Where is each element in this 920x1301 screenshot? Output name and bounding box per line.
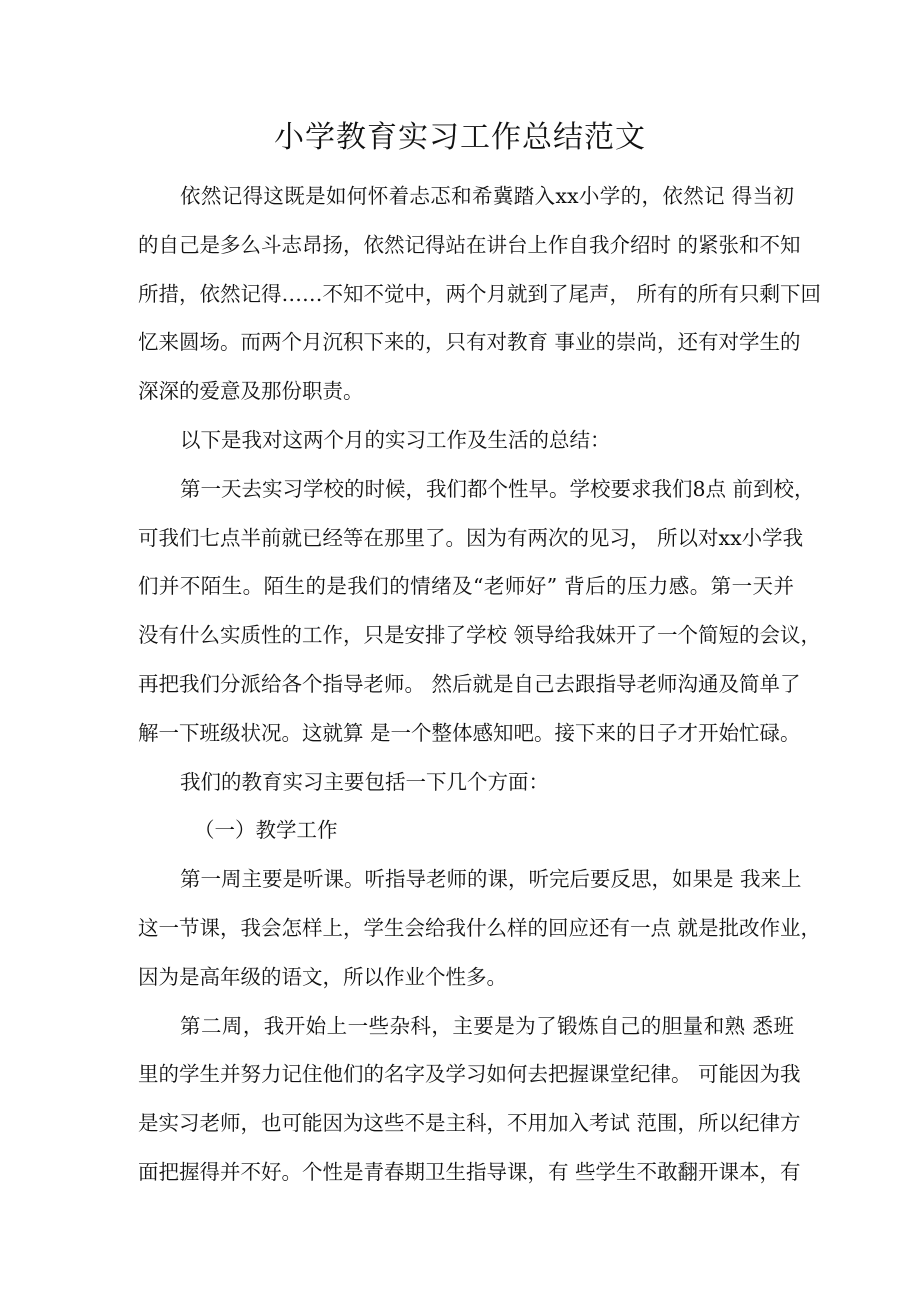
- text-line: 所措，依然记得……不知不觉中，两个月就到了尾声， 所有的所有只剩下回: [138, 281, 822, 306]
- text-line: 解一下班级状况。这就算 是一个整体感知吧。接下来的日子才开始忙碌。: [138, 720, 801, 745]
- document-body: [138, 172, 822, 1197]
- text-line: 依然记得这既是如何怀着忐忑和希冀踏入xx小学的，依然记 得当初: [180, 184, 794, 208]
- paragraph-1: [138, 172, 822, 416]
- section-heading: （一）教学工作: [194, 818, 338, 843]
- text-line: 可我们七点半前就已经等在那里了。因为有两次的见习， 所以对xx小学我: [138, 525, 804, 550]
- text-line: 们并不陌生。陌生的是我们的情绪及“老师好” 背后的压力感。第一天并: [138, 574, 794, 599]
- paragraph-4: [138, 758, 794, 807]
- text-line: 这一节课，我会怎样上，学生会给我什么样的回应还有一点 就是批改作业，: [138, 915, 822, 940]
- paragraph-6: [138, 1002, 801, 1197]
- text-line: 因为是高年级的语文，所以作业个性多。: [138, 964, 507, 989]
- text-line: 第二周，我开始上一些杂科，主要是为了锻炼自己的胆量和熟 悉班: [180, 1013, 794, 1038]
- section-heading-teaching: [138, 806, 794, 855]
- paragraph-2: [138, 416, 794, 465]
- paragraph-3: [138, 465, 822, 758]
- text-line: 是实习老师，也可能因为这些不是主科，不用加入考试 范围，所以纪律方: [138, 1111, 801, 1136]
- text-line: 的自己是多么斗志昂扬，依然记得站在讲台上作自我介绍时 的紧张和不知: [138, 232, 801, 257]
- text-line: 我们的教育实习主要包括一下几个方面：: [180, 769, 549, 794]
- text-line: 再把我们分派给各个指导老师。 然后就是自己去跟指导老师沟通及简单了: [138, 671, 801, 696]
- text-line: 里的学生并努力记住他们的名字及学习如何去把握课堂纪律。 可能因为我: [138, 1062, 801, 1087]
- text-line: 以下是我对这两个月的实习工作及生活的总结：: [180, 427, 611, 452]
- text-line: 面把握得并不好。个性是青春期卫生指导课，有 些学生不敢翻开课本，有: [138, 1159, 801, 1184]
- paragraph-5: [138, 855, 822, 1001]
- text-line: 忆来圆场。而两个月沉积下来的，只有对教育 事业的崇尚，还有对学生的: [138, 330, 801, 355]
- text-line: 第一周主要是听课。听指导老师的课，听完后要反思，如果是 我来上: [180, 867, 802, 892]
- text-line: 没有什么实质性的工作，只是安排了学校 领导给我妹开了一个简短的会议，: [138, 623, 822, 648]
- text-line: 第一天去实习学校的时候，我们都个性早。学校要求我们8点 前到校，: [180, 476, 815, 501]
- document-title: 小学教育实习工作总结范文: [274, 120, 646, 155]
- text-line: 深深的爱意及那份职责。: [138, 379, 364, 404]
